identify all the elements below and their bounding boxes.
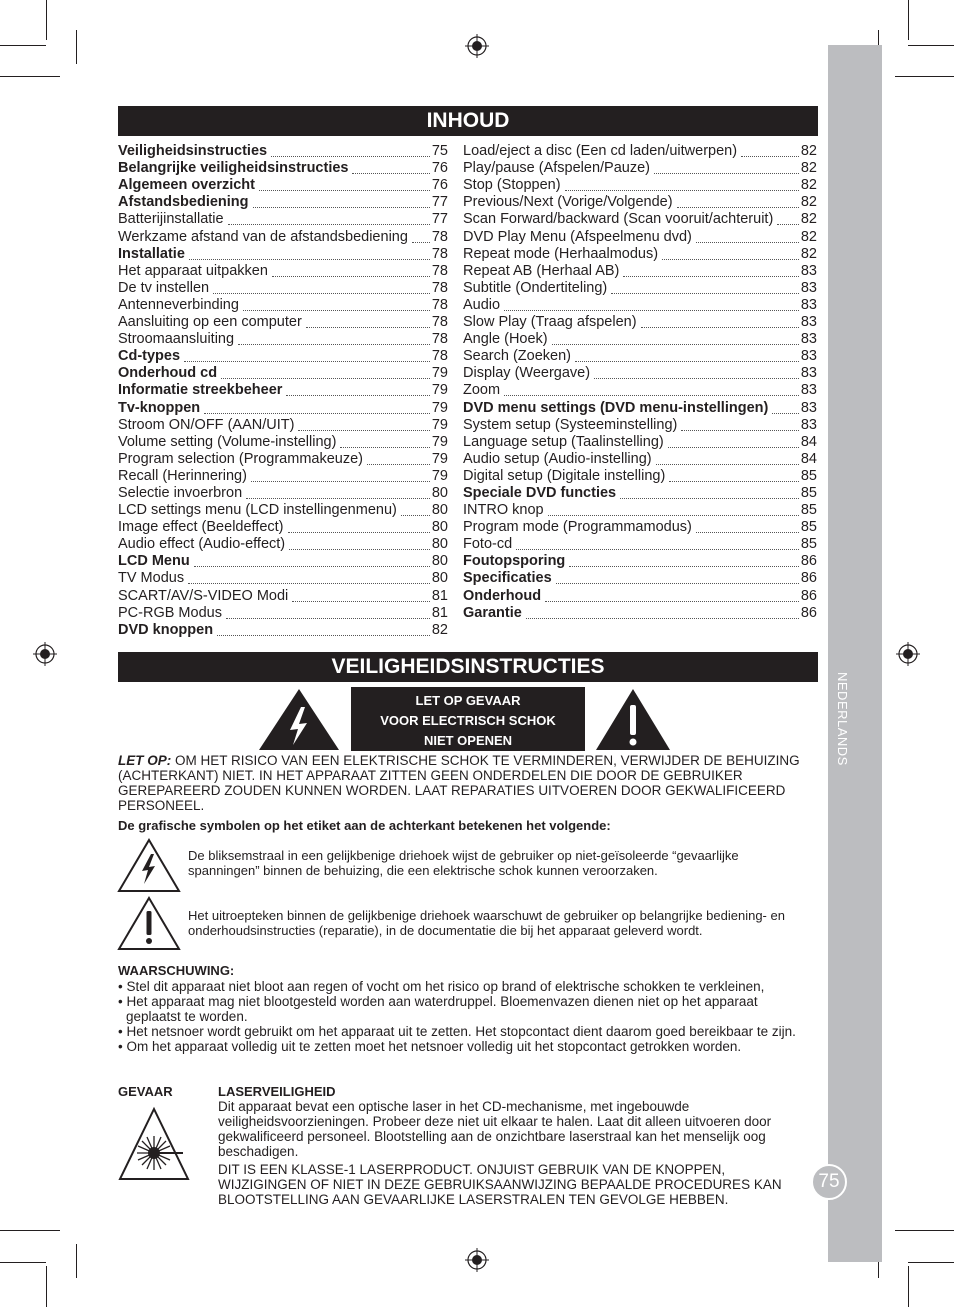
toc-left-column <box>118 143 448 639</box>
toc-dot-leader <box>641 327 799 328</box>
toc-entry-title: Scan Forward/backward (Scan vooruit/achteruit) <box>463 211 774 228</box>
toc-page-number: 82 <box>800 228 817 245</box>
toc-entry <box>463 587 817 604</box>
toc-page-number: 76 <box>431 160 448 177</box>
toc-entry-title: Selectie invoerbron <box>118 484 243 501</box>
toc-dot-leader <box>777 224 799 225</box>
toc-entry-title: PC-RGB Modus <box>118 604 222 621</box>
toc-entry <box>118 399 448 416</box>
toc-entry-title: Belangrijke veiligheidsinstructies <box>118 160 349 177</box>
toc-dot-leader <box>340 447 429 448</box>
toc-page-number: 77 <box>431 211 448 228</box>
toc-entry-title: LCD settings menu (LCD instellingenmenu) <box>118 502 397 519</box>
toc-dot-leader <box>556 583 799 584</box>
toc-entry <box>463 228 817 245</box>
toc-dot-leader <box>696 242 799 243</box>
toc-entry <box>118 177 448 194</box>
registration-mark-icon <box>896 642 920 666</box>
toc-entry-title: Het apparaat uitpakken <box>118 262 268 279</box>
toc-page-number: 85 <box>800 467 817 484</box>
toc-dot-leader <box>412 242 430 243</box>
toc-dot-leader <box>251 481 430 482</box>
symbols-heading: De grafische symbolen op het etiket aan de achterkant betekenen het volgende: <box>118 818 611 833</box>
toc-dot-leader <box>352 173 429 174</box>
toc-dot-leader <box>654 173 799 174</box>
toc-page-number: 81 <box>431 587 448 604</box>
toc-entry <box>463 211 817 228</box>
warning-line: NIET OPENEN <box>423 733 513 748</box>
toc-entry <box>118 143 448 160</box>
toc-page-number: 78 <box>431 279 448 296</box>
toc-page-number: 84 <box>800 433 817 450</box>
toc-dot-leader <box>516 549 799 550</box>
toc-entry-title: Recall (Herinnering) <box>118 467 247 484</box>
caution-text: OM HET RISICO VAN EEN ELEKTRISCHE SCHOK TE VERMINDEREN, VERWIJDER DE BEHUIZING (ACHTERKANT) NIET. IN HET APPARAAT ZITTEN GEEN ONDERDELEN DIE DOOR DE GEBRUIKER GEREPAREERD ZOUDEN KUNNEN WORDEN. LAAT REPARATIES UITVOEREN DOOR GEKWALIFICEERD PERSONEEL. <box>118 753 800 813</box>
toc-entry <box>463 451 817 468</box>
toc-entry-title: Language setup (Taalinstelling) <box>463 433 664 450</box>
toc-dot-leader <box>575 361 799 362</box>
toc-page-number: 78 <box>431 245 448 262</box>
toc-dot-leader <box>669 481 799 482</box>
toc-entry <box>118 297 448 314</box>
toc-entry <box>118 228 448 245</box>
toc-entry <box>463 605 817 622</box>
toc-entry-title: De tv instellen <box>118 279 210 296</box>
toc-dot-leader <box>668 447 799 448</box>
electric-shock-warning-box <box>351 687 585 751</box>
toc-entry <box>118 417 448 434</box>
toc-page-number: 78 <box>431 262 448 279</box>
toc-entry <box>463 331 817 348</box>
toc-entry <box>118 451 448 468</box>
toc-entry <box>463 297 817 314</box>
warning-heading: WAARSCHUWING: <box>118 963 235 978</box>
toc-page-number: 82 <box>800 211 817 228</box>
toc-page-number: 83 <box>800 296 817 313</box>
toc-entry <box>463 519 817 536</box>
toc-entry-title: Stop (Stoppen) <box>463 177 561 194</box>
toc-entry-title: Afstandsbediening <box>118 194 249 211</box>
laser-warning-icon <box>117 1106 191 1182</box>
toc-dot-leader <box>184 361 430 362</box>
toc-entry <box>463 160 817 177</box>
lightning-triangle-icon <box>117 838 181 893</box>
toc-page-number: 83 <box>800 365 817 382</box>
toc-dot-leader <box>552 344 799 345</box>
toc-entry-title: Antenneverbinding <box>118 296 239 313</box>
list-item: • Het apparaat mag niet blootgesteld worden aan waterdruppel. Bloemenvazen dienen niet op het apparaat geplaatst te worden. <box>118 994 758 1024</box>
toc-dot-leader <box>594 378 799 379</box>
toc-dot-leader <box>696 532 799 533</box>
toc-entry <box>118 280 448 297</box>
toc-page-number: 84 <box>800 450 817 467</box>
list-item: • Het netsnoer wordt gebruikt om het apparaat uit te zetten. Het stopcontact dient daarom goed bereikbaar te zijn. <box>118 1024 796 1039</box>
laser-section <box>218 1084 808 1207</box>
toc-page-number: 83 <box>800 279 817 296</box>
toc-page-number: 83 <box>800 399 817 416</box>
toc-dot-leader <box>246 498 430 499</box>
toc-entry-title: Play/pause (Afspelen/Pauze) <box>463 160 650 177</box>
toc-page-number: 85 <box>800 484 817 501</box>
toc-entry-title: Audio <box>463 296 501 313</box>
toc-entry <box>118 434 448 451</box>
toc-dot-leader <box>677 207 799 208</box>
toc-page-number: 80 <box>431 536 448 553</box>
toc-entry-title: Werkzame afstand van de afstandsbediening <box>118 228 408 245</box>
crop-mark <box>0 1262 46 1263</box>
toc-entry-title: Stroomaansluiting <box>118 331 235 348</box>
toc-entry-title: DVD knoppen <box>118 621 214 638</box>
toc-entry <box>118 211 448 228</box>
toc-page-number: 80 <box>431 553 448 570</box>
toc-entry <box>463 502 817 519</box>
toc-dot-leader <box>286 395 429 396</box>
toc-dot-leader <box>662 259 799 260</box>
toc-entry <box>118 314 448 331</box>
crop-mark <box>76 1244 77 1278</box>
page-number: 75 <box>811 1164 847 1200</box>
toc-dot-leader <box>204 413 430 414</box>
toc-entry-title: Informatie streekbeheer <box>118 382 283 399</box>
toc-entry-title: Batterijinstallatie <box>118 211 224 228</box>
toc-dot-leader <box>741 156 799 157</box>
toc-entry-title: Display (Weergave) <box>463 365 591 382</box>
toc-page-number: 82 <box>431 621 448 638</box>
toc-dot-leader <box>656 464 799 465</box>
list-item: • Stel dit apparaat niet bloot aan regen of vocht om het risico op brand of elektrische schokken te verkleinen, <box>118 979 765 994</box>
toc-dot-leader <box>401 515 430 516</box>
toc-entry <box>463 570 817 587</box>
toc-dot-leader <box>289 549 430 550</box>
toc-page-number: 85 <box>800 502 817 519</box>
toc-entry <box>118 246 448 263</box>
toc-page-number: 77 <box>431 194 448 211</box>
toc-page-number: 79 <box>431 416 448 433</box>
registration-mark-icon <box>465 1248 489 1272</box>
toc-entry-title: Slow Play (Traag afspelen) <box>463 314 637 331</box>
toc-entry <box>118 587 448 604</box>
toc-page-number: 79 <box>431 450 448 467</box>
toc-entry <box>463 485 817 502</box>
toc-entry <box>463 314 817 331</box>
toc-entry <box>463 263 817 280</box>
toc-dot-leader <box>213 293 430 294</box>
crop-mark <box>46 1266 47 1307</box>
toc-entry-title: Angle (Hoek) <box>463 331 548 348</box>
toc-page-number: 82 <box>800 177 817 194</box>
toc-right-column <box>463 143 817 622</box>
toc-dot-leader <box>189 259 430 260</box>
toc-entry <box>118 519 448 536</box>
toc-entry-title: Algemeen overzicht <box>118 177 255 194</box>
toc-entry <box>118 365 448 382</box>
caution-label: LET OP: <box>118 753 172 768</box>
toc-page-number: 78 <box>431 348 448 365</box>
toc-page-number: 81 <box>431 604 448 621</box>
toc-entry <box>463 382 817 399</box>
toc-dot-leader <box>772 413 799 414</box>
toc-entry-title: Veiligheidsinstructies <box>118 143 268 160</box>
toc-entry-title: Specificaties <box>463 570 552 587</box>
toc-entry-title: Garantie <box>463 604 522 621</box>
danger-label: GEVAAR <box>118 1084 173 1099</box>
registration-mark-icon <box>33 642 57 666</box>
toc-entry-title: Tv-knoppen <box>118 399 201 416</box>
toc-dot-leader <box>226 618 430 619</box>
toc-dot-leader <box>504 310 799 311</box>
toc-page-number: 86 <box>800 587 817 604</box>
toc-entry <box>463 143 817 160</box>
toc-page-number: 80 <box>431 502 448 519</box>
toc-entry-title: Search (Zoeken) <box>463 348 571 365</box>
crop-mark <box>908 1262 954 1263</box>
toc-entry <box>463 553 817 570</box>
toc-entry-title: Installatie <box>118 245 185 262</box>
toc-dot-leader <box>569 566 799 567</box>
registration-mark-icon <box>465 34 489 58</box>
toc-page-number: 83 <box>800 348 817 365</box>
toc-dot-leader <box>367 464 430 465</box>
toc-entry <box>118 331 448 348</box>
toc-page-number: 80 <box>431 570 448 587</box>
toc-dot-leader <box>504 395 799 396</box>
crop-mark <box>0 1230 60 1231</box>
toc-page-number: 78 <box>431 228 448 245</box>
toc-page-number: 83 <box>800 382 817 399</box>
toc-entry <box>118 160 448 177</box>
toc-page-number: 79 <box>431 365 448 382</box>
toc-entry <box>118 536 448 553</box>
toc-entry <box>118 605 448 622</box>
toc-dot-leader <box>228 224 430 225</box>
toc-dot-leader <box>681 430 799 431</box>
crop-mark <box>0 76 60 77</box>
toc-dot-leader <box>238 344 430 345</box>
exclamation-triangle-icon <box>117 896 181 951</box>
toc-entry <box>463 417 817 434</box>
toc-page-number: 82 <box>800 160 817 177</box>
toc-entry-title: SCART/AV/S-VIDEO Modi <box>118 587 289 604</box>
toc-entry <box>463 399 817 416</box>
toc-dot-leader <box>221 378 430 379</box>
safety-title-bar: VEILIGHEIDSINSTRUCTIES <box>118 652 818 682</box>
exclamation-description: Het uitroepteken binnen de gelijkbenige driehoek waarschuwt de gebruiker op belangrijke bediening- en onderhoudsinstructies (reparatie), in de documentatie die bij het apparaat geleverd wordt. <box>188 908 785 938</box>
list-item: • Om het apparaat volledig uit te zetten moet het netsnoer volledig uit het stopcontact getrokken worden. <box>118 1039 742 1054</box>
toc-entry <box>463 177 817 194</box>
toc-dot-leader <box>271 156 430 157</box>
warning-list <box>118 979 808 1054</box>
toc-entry-title: DVD menu settings (DVD menu-instellingen) <box>463 399 769 416</box>
toc-entry <box>118 570 448 587</box>
toc-entry-title: Speciale DVD functies <box>463 484 617 501</box>
toc-page-number: 79 <box>431 433 448 450</box>
toc-entry <box>463 280 817 297</box>
toc-entry-title: Repeat mode (Herhaalmodus) <box>463 245 659 262</box>
laser-class-text: DIT IS EEN KLASSE-1 LASERPRODUCT. ONJUIST GEBRUIK VAN DE KNOPPEN, WIJZIGINGEN OF NIET IN DEZE GEBRUIKSAANWIJZING BEPAALDE PROCEDURES KAN BLOOTSTELLING AAN GEVAARLIJKE LASERSTRALEN TEN GEVOLGE HEBBEN. <box>218 1162 782 1207</box>
toc-entry-title: INTRO knop <box>463 502 544 519</box>
toc-page-number: 82 <box>800 194 817 211</box>
toc-dot-leader <box>298 430 429 431</box>
toc-dot-leader <box>188 583 430 584</box>
toc-page-number: 78 <box>431 296 448 313</box>
toc-dot-leader <box>217 635 430 636</box>
toc-dot-leader <box>292 601 430 602</box>
crop-mark <box>908 1266 909 1307</box>
toc-page-number: 83 <box>800 314 817 331</box>
toc-entry-title: Foutopsporing <box>463 553 566 570</box>
toc-entry-title: Audio effect (Audio-effect) <box>118 536 286 553</box>
crop-mark <box>895 1230 954 1231</box>
toc-page-number: 86 <box>800 604 817 621</box>
toc-entry <box>463 365 817 382</box>
toc-page-number: 78 <box>431 314 448 331</box>
toc-entry-title: Foto-cd <box>463 536 513 553</box>
laser-heading: LASERVEILIGHEID <box>218 1084 336 1099</box>
toc-page-number: 83 <box>800 416 817 433</box>
toc-dot-leader <box>623 276 798 277</box>
toc-entry-title: Stroom ON/OFF (AAN/UIT) <box>118 416 295 433</box>
toc-dot-leader <box>272 276 430 277</box>
toc-entry-title: Previous/Next (Vorige/Volgende) <box>463 194 673 211</box>
toc-entry <box>118 553 448 570</box>
toc-entry-title: Program mode (Programmamodus) <box>463 519 692 536</box>
crop-mark <box>895 76 954 77</box>
toc-page-number: 82 <box>800 143 817 160</box>
crop-mark <box>908 45 954 46</box>
toc-dot-leader <box>611 293 799 294</box>
toc-page-number: 85 <box>800 519 817 536</box>
language-side-label: NEDERLANDS <box>835 672 850 766</box>
crop-mark <box>46 0 47 40</box>
toc-dot-leader <box>243 310 430 311</box>
toc-entry-title: LCD Menu <box>118 553 190 570</box>
toc-entry-title: Load/eject a disc (Een cd laden/uitwerpen) <box>463 143 738 160</box>
toc-entry <box>463 468 817 485</box>
toc-entry-title: TV Modus <box>118 570 185 587</box>
toc-page-number: 79 <box>431 399 448 416</box>
toc-dot-leader <box>288 532 430 533</box>
toc-entry-title: Audio setup (Audio-instelling) <box>463 450 652 467</box>
toc-dot-leader <box>545 601 799 602</box>
toc-entry <box>463 434 817 451</box>
toc-dot-leader <box>565 190 799 191</box>
toc-page-number: 85 <box>800 536 817 553</box>
toc-entry-title: Zoom <box>463 382 501 399</box>
side-tab <box>828 45 882 1262</box>
lightning-warning-icon <box>257 687 341 752</box>
toc-entry-title: Program selection (Programmakeuze) <box>118 450 363 467</box>
toc-page-number: 79 <box>431 382 448 399</box>
toc-dot-leader <box>306 327 430 328</box>
toc-entry <box>463 194 817 211</box>
toc-entry-title: System setup (Systeeminstelling) <box>463 416 678 433</box>
toc-dot-leader <box>194 566 430 567</box>
toc-entry <box>118 382 448 399</box>
toc-entry-title: Onderhoud cd <box>118 365 218 382</box>
toc-entry-title: Cd-types <box>118 348 181 365</box>
toc-entry-title: Subtitle (Ondertiteling) <box>463 279 608 296</box>
toc-page-number: 83 <box>800 331 817 348</box>
toc-dot-leader <box>253 207 430 208</box>
toc-page-number: 75 <box>431 143 448 160</box>
crop-mark <box>0 45 46 46</box>
toc-dot-leader <box>548 515 799 516</box>
caution-paragraph <box>118 753 808 813</box>
toc-page-number: 78 <box>431 331 448 348</box>
toc-entry-title: Volume setting (Volume-instelling) <box>118 433 337 450</box>
toc-entry-title: Onderhoud <box>463 587 542 604</box>
toc-entry <box>118 622 448 639</box>
toc-entry <box>118 468 448 485</box>
toc-entry <box>118 348 448 365</box>
toc-entry-title: Repeat AB (Herhaal AB) <box>463 262 620 279</box>
toc-entry <box>118 263 448 280</box>
toc-entry-title: Image effect (Beeldeffect) <box>118 519 284 536</box>
toc-page-number: 80 <box>431 484 448 501</box>
crop-mark <box>76 30 77 64</box>
lightning-description: De bliksemstraal in een gelijkbenige driehoek wijst de gebruiker op niet-geïsoleerde “gevaarlijke spanningen” binnen de behuizing, die een elektrische schok kunnen veroorzaken. <box>188 848 739 878</box>
toc-page-number: 82 <box>800 245 817 262</box>
toc-page-number: 79 <box>431 467 448 484</box>
toc-entry <box>463 246 817 263</box>
warning-line: LET OP GEVAAR <box>415 693 521 708</box>
toc-page-number: 76 <box>431 177 448 194</box>
laser-text: Dit apparaat bevat een optische laser in het CD-mechanisme, met ingebouwde veiligheidsvoorzieningen. Probeer deze niet uit elkaar te halen. Laat dit alleen uitvoeren door gekwalificeerd personeel. Blootstelling aan de onzichtbare laserstraal kan het menselijk oog beschadigen. <box>218 1099 772 1159</box>
toc-entry <box>118 502 448 519</box>
toc-entry <box>463 348 817 365</box>
crop-mark <box>908 0 909 40</box>
toc-dot-leader <box>526 618 799 619</box>
toc-page-number: 80 <box>431 519 448 536</box>
toc-entry <box>118 485 448 502</box>
toc-page-number: 86 <box>800 553 817 570</box>
toc-title-bar: INHOUD <box>118 106 818 136</box>
warning-line: VOOR ELECTRISCH SCHOK <box>380 713 556 728</box>
toc-page-number: 86 <box>800 570 817 587</box>
toc-page-number: 83 <box>800 262 817 279</box>
toc-entry-title: DVD Play Menu (Afspeelmenu dvd) <box>463 228 692 245</box>
exclamation-warning-icon <box>594 687 672 752</box>
toc-dot-leader <box>259 190 430 191</box>
toc-entry <box>118 194 448 211</box>
toc-entry-title: Digital setup (Digitale instelling) <box>463 467 666 484</box>
toc-dot-leader <box>620 498 799 499</box>
toc-entry-title: Aansluiting op een computer <box>118 314 302 331</box>
toc-entry <box>463 536 817 553</box>
